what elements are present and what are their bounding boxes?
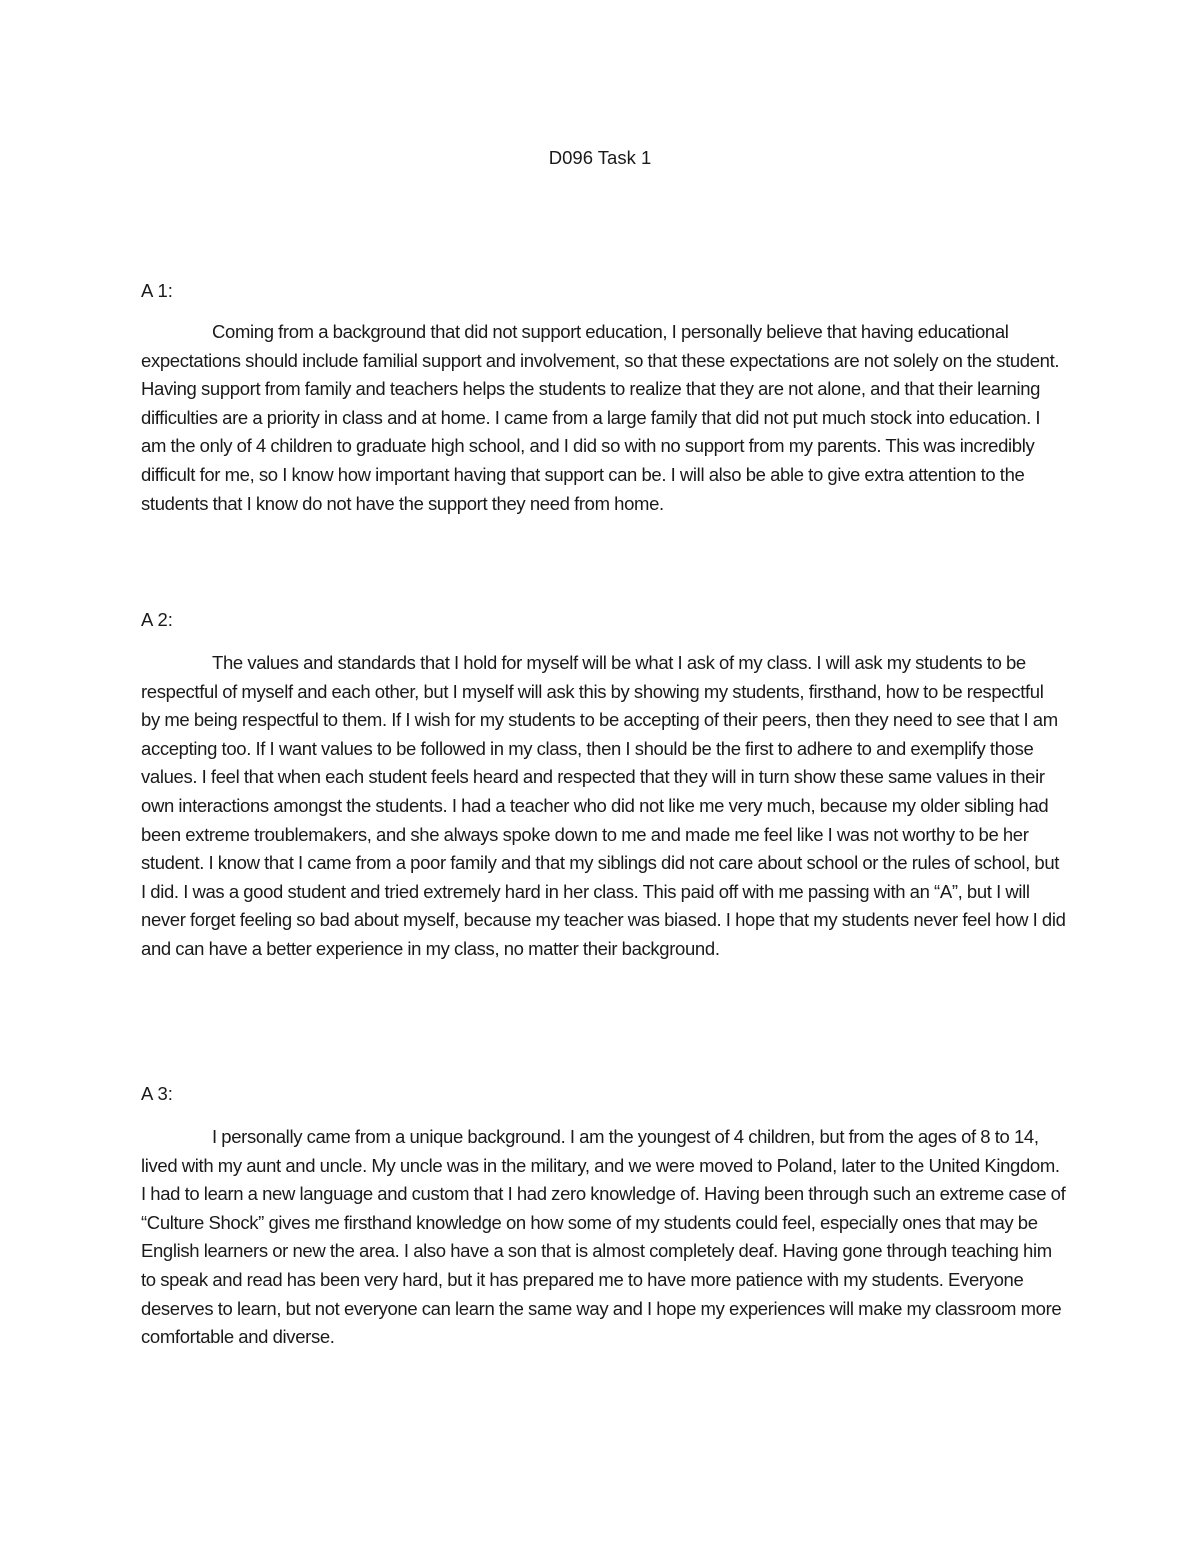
document-title: D096 Task 1	[548, 147, 652, 168]
section-heading-a1: A 1:	[141, 280, 173, 301]
section-heading-a3: A 3:	[141, 1083, 173, 1104]
section-heading-a2: A 2:	[141, 609, 173, 630]
section-body-a1: Coming from a background that did not support education, I personally believe that having educational expectations should include familial support and involvement, so that these expectations are not solely on the student. Having support from family and teachers helps the students to realize that they are not alone, and that their learning difficulties are a priority in class and at home. I came from a large family that did not put much stock into education. I am the only of 4 children to graduate high school, and I did so with no support from my parents. This was incredibly difficult for me, so I know how important having that support can be. I will also be able to give extra attention to the students that I know do not have the support they need from home.	[141, 321, 1060, 514]
section-body-a3: I personally came from a unique background. I am the youngest of 4 children, but from the ages of 8 to 14, lived with my aunt and uncle. My uncle was in the military, and we were moved to Poland, later to the United Kingdom. I had to learn a new language and custom that I had zero knowledge of. Having been through such an extreme case of “Culture Shock” gives me firsthand knowledge on how some of my students could feel, especially ones that may be English learners or new the area. I also have a son that is almost completely deaf. Having gone through teaching him to speak and read has been very hard, but it has prepared me to have more patience with my students. Everyone deserves to learn, but not everyone can learn the same way and I hope my experiences will make my classroom more comfortable and diverse.	[141, 1126, 1066, 1348]
section-body-a2: The values and standards that I hold for myself will be what I ask of my class. I will ask my students to be respectful of myself and each other, but I myself will ask this by showing my students, firsthand, how to be respectful by me being respectful to them. If I wish for my students to be accepting of their peers, then they need to see that I am accepting too. If I want values to be followed in my class, then I should be the first to adhere to and exemplify those values. I feel that when each student feels heard and respected that they will in turn show these same values in their own interactions amongst the students. I had a teacher who did not like me very much, because my older sibling had been extreme troublemakers, and she always spoke down to me and made me feel like I was not worthy to be her student. I know that I came from a poor family and that my siblings did not care about school or the rules of school, but I did. I was a good student and tried extremely hard in her class. This paid off with me passing with an “A”, but I will never forget feeling so bad about myself, because my teacher was biased. I hope that my students never feel how I did and can have a better experience in my class, no matter their background.	[141, 652, 1066, 959]
